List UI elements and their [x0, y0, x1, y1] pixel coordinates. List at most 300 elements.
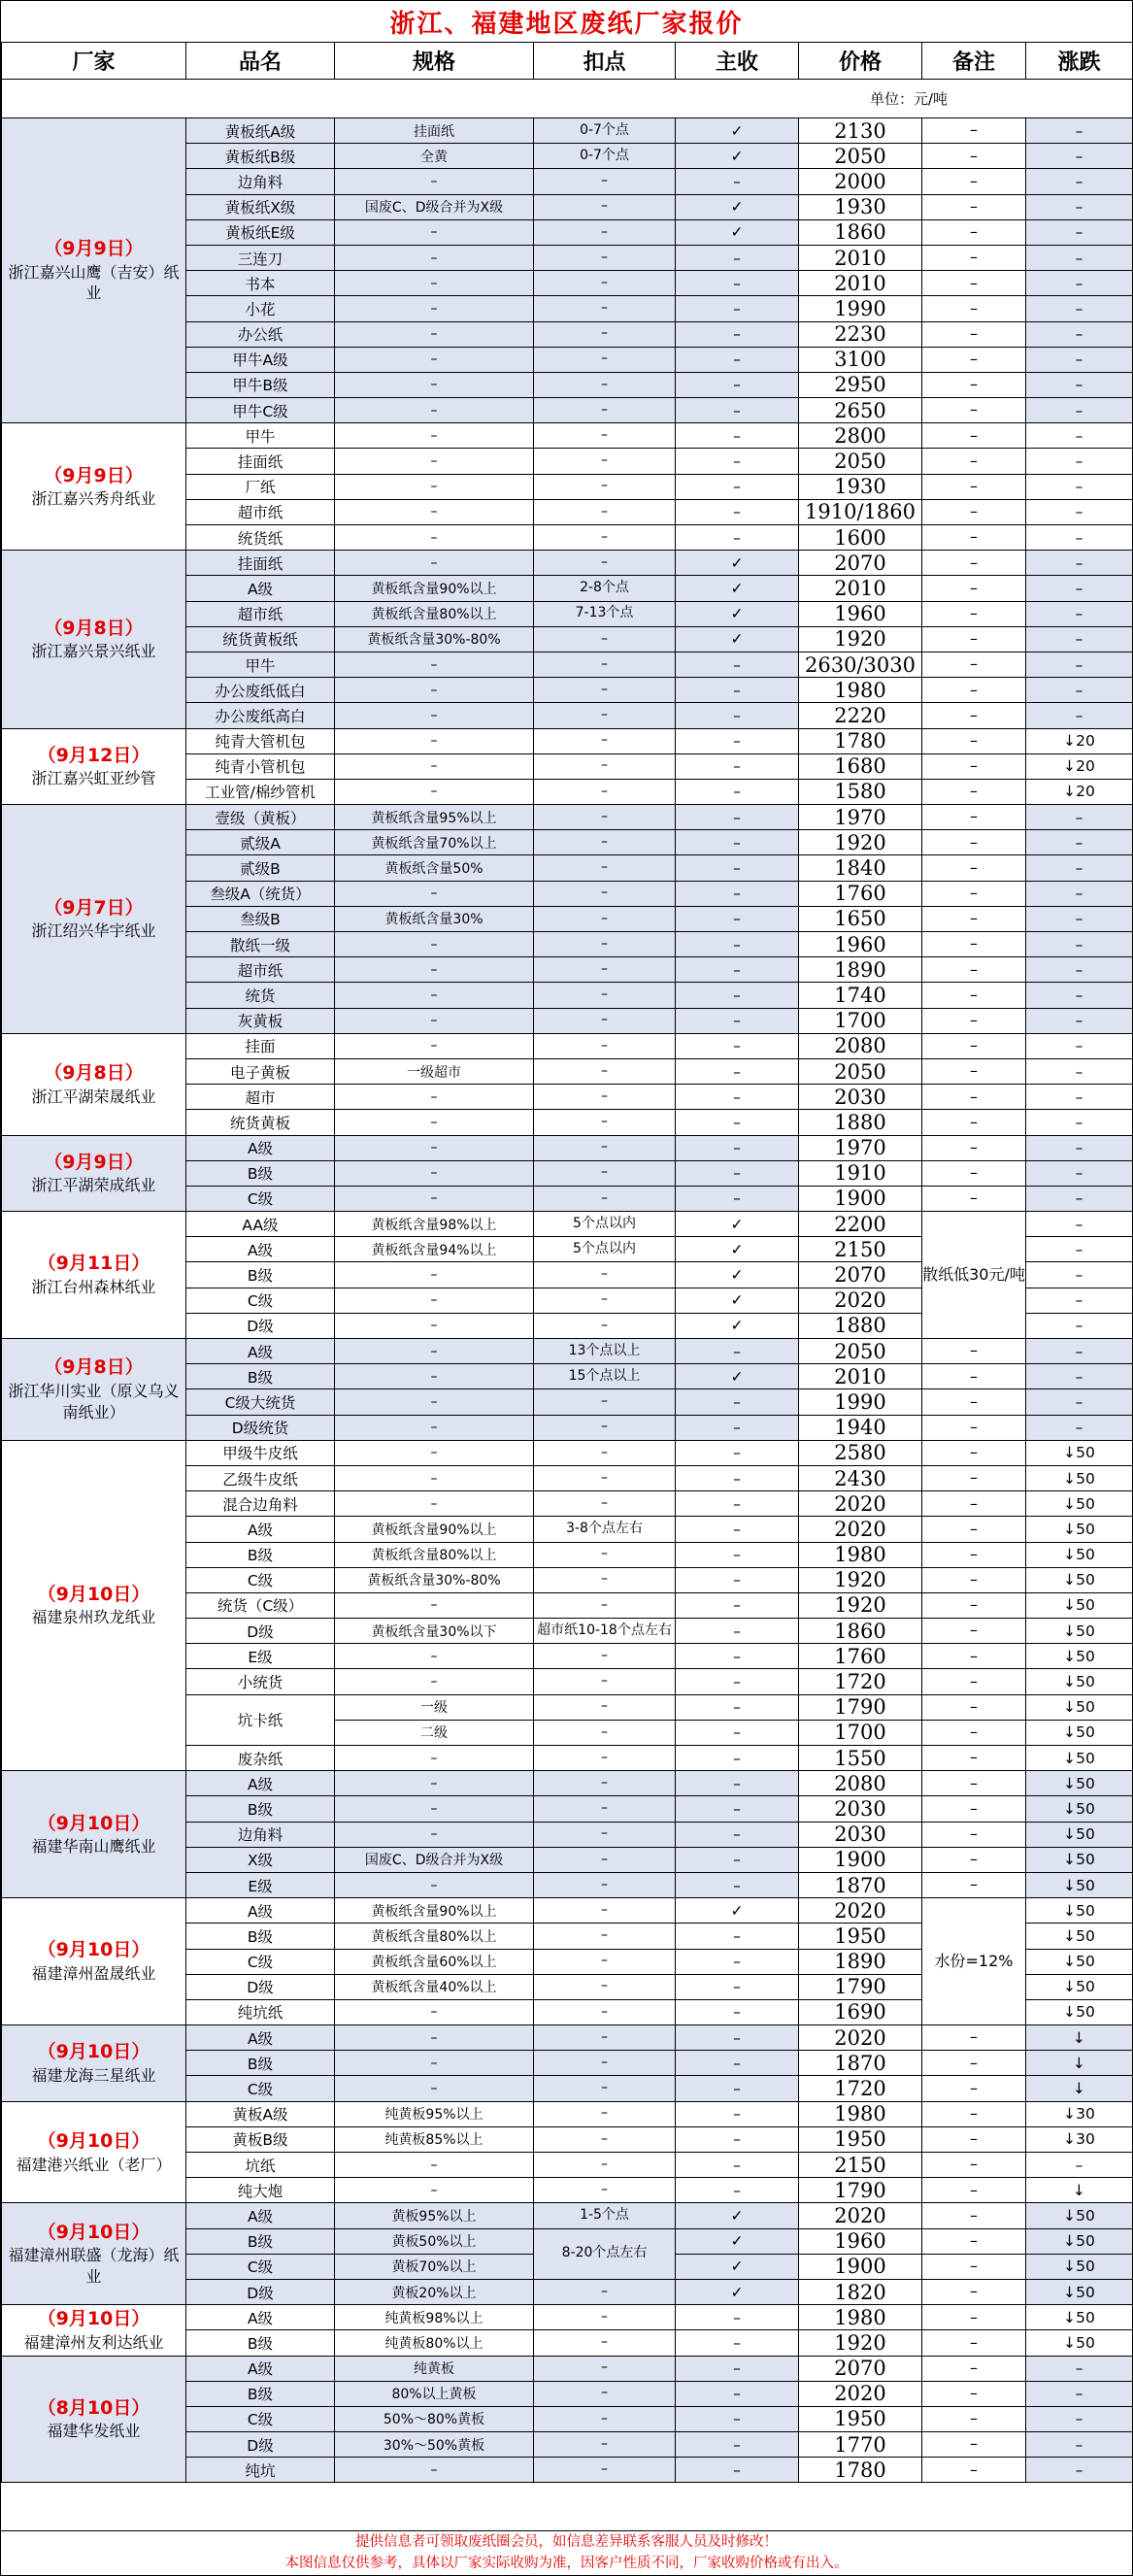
change-cell: ↓50 [1026, 2305, 1133, 2330]
spec-cell: 黄板纸含量98%以上 [335, 1212, 534, 1237]
main-mark-cell: – [676, 728, 799, 753]
change-cell: ↓30 [1026, 2101, 1133, 2126]
main-mark-cell: ✓ [676, 2203, 799, 2228]
deduction-cell: – [534, 1085, 676, 1110]
factory-cell [2, 1771, 186, 1898]
spec-cell: – [335, 1999, 534, 2024]
change-cell: – [1026, 1135, 1133, 1160]
factory-name: 浙江嘉兴山鹰（吉安）纸业 [8, 262, 180, 303]
header-deduction: 扣点 [534, 43, 676, 80]
main-mark-cell: – [676, 2432, 799, 2458]
deduction-cell: – [534, 779, 676, 804]
factory-date: （9月10日） [37, 2129, 150, 2152]
product-cell: A级 [186, 2203, 335, 2228]
spec-cell: – [335, 398, 534, 423]
product-cell: 超市纸 [186, 957, 335, 983]
spec-cell: – [335, 2153, 534, 2178]
remark-cell: – [922, 2101, 1026, 2126]
spec-cell: – [335, 449, 534, 474]
change-cell: – [1026, 219, 1133, 245]
price-cell: 1690 [799, 1999, 922, 2024]
main-mark-cell: – [676, 1389, 799, 1415]
spec-cell: 黄板纸含量94%以上 [335, 1237, 534, 1262]
product-cell: A级 [186, 1339, 335, 1364]
change-cell: ↓20 [1026, 779, 1133, 804]
price-cell: 1860 [799, 219, 922, 245]
change-cell: ↓50 [1026, 2254, 1133, 2279]
change-cell: ↓50 [1026, 1771, 1133, 1796]
spec-cell: – [335, 1135, 534, 1160]
remark-cell: – [922, 626, 1026, 652]
remark-cell: – [922, 398, 1026, 423]
product-cell: 边角料 [186, 1822, 335, 1847]
deduction-cell: – [534, 2178, 676, 2203]
price-cell: 1790 [799, 2178, 922, 2203]
table-row [2, 2356, 1133, 2381]
remark-cell: – [922, 1517, 1026, 1542]
main-mark-cell: – [676, 1033, 799, 1058]
main-mark-cell: ✓ [676, 576, 799, 601]
remark-cell: – [922, 449, 1026, 474]
price-cell: 2220 [799, 703, 922, 728]
main-mark-cell: – [676, 1592, 799, 1618]
main-mark-cell: – [676, 805, 799, 830]
factory-name: 浙江嘉兴虹亚纱管 [31, 769, 156, 788]
deduction-cell: – [534, 1440, 676, 1465]
product-cell: 叁级B [186, 906, 335, 931]
spec-cell: – [335, 1669, 534, 1694]
deduction-cell: – [534, 1033, 676, 1058]
product-cell: A级 [186, 2025, 335, 2051]
price-cell: 1960 [799, 2228, 922, 2254]
main-mark-cell: ✓ [676, 1288, 799, 1313]
main-mark-cell: – [676, 1465, 799, 1490]
factory-cell [2, 728, 186, 805]
price-cell: 2010 [799, 245, 922, 270]
price-cell: 1960 [799, 932, 922, 957]
product-cell: C级 [186, 2254, 335, 2279]
change-cell: ↓50 [1026, 2279, 1133, 2304]
product-cell: 办公废纸低白 [186, 678, 335, 703]
remark-cell: – [922, 1440, 1026, 1465]
price-cell: 1880 [799, 1313, 922, 1338]
remark-cell: – [922, 2126, 1026, 2152]
product-cell: 电子黄板 [186, 1058, 335, 1084]
product-cell: 乙级牛皮纸 [186, 1465, 335, 1490]
deduction-cell: – [534, 753, 676, 779]
factory-cell [2, 118, 186, 423]
deduction-cell: – [534, 219, 676, 245]
product-cell: 混合边角料 [186, 1491, 335, 1517]
price-cell: 1700 [799, 1008, 922, 1033]
change-cell: – [1026, 271, 1133, 296]
spec-cell: – [335, 1415, 534, 1440]
spec-cell: 黄板95%以上 [335, 2203, 534, 2228]
deduction-cell: – [534, 2458, 676, 2483]
factory-name: 福建漳州联盛（龙海）纸业 [8, 2246, 180, 2287]
deduction-cell: 8-20个点左右 [534, 2228, 676, 2279]
spec-cell: 国废C、D级合并为X级 [335, 1847, 534, 1872]
factory-date: （9月12日） [37, 744, 150, 766]
remark-cell: – [922, 423, 1026, 449]
change-cell: ↓50 [1026, 1720, 1133, 1745]
remark-cell: – [922, 219, 1026, 245]
spec-cell: 黄板纸含量95%以上 [335, 805, 534, 830]
price-cell: 1970 [799, 1135, 922, 1160]
remark-cell: – [922, 499, 1026, 524]
remark-cell: – [922, 932, 1026, 957]
product-cell: 甲牛B级 [186, 372, 335, 397]
product-cell: 坑纸 [186, 2153, 335, 2178]
product-cell: E级 [186, 1872, 335, 1897]
main-mark-cell: – [676, 2356, 799, 2381]
product-cell: C级 [186, 1567, 335, 1592]
spec-cell: – [335, 2051, 534, 2076]
product-cell: D级统货 [186, 1415, 335, 1440]
change-cell: ↓50 [1026, 1567, 1133, 1592]
change-cell: ↓20 [1026, 728, 1133, 753]
header-main: 主收 [676, 43, 799, 80]
price-cell: 2150 [799, 1237, 922, 1262]
table-row [2, 1440, 1133, 1465]
product-cell: A级 [186, 1898, 335, 1924]
spec-cell: – [335, 1288, 534, 1313]
factory-date: （9月10日） [37, 2308, 150, 2330]
main-mark-cell: – [676, 398, 799, 423]
change-cell: ↓50 [1026, 1694, 1133, 1720]
table-row [2, 1135, 1133, 1160]
deduction-cell: – [534, 855, 676, 881]
deduction-cell: – [534, 1160, 676, 1186]
main-mark-cell: ✓ [676, 1898, 799, 1924]
product-cell: 统货纸 [186, 525, 335, 551]
change-cell: – [1026, 398, 1133, 423]
spec-cell: – [335, 1491, 534, 1517]
price-cell: 1960 [799, 601, 922, 626]
main-mark-cell: – [676, 932, 799, 957]
main-mark-cell: – [676, 957, 799, 983]
main-mark-cell: ✓ [676, 1262, 799, 1288]
change-cell: – [1026, 1008, 1133, 1033]
main-mark-cell: – [676, 2406, 799, 2431]
product-cell: D级 [186, 2279, 335, 2304]
spec-cell: – [335, 1339, 534, 1364]
spec-cell: – [335, 2178, 534, 2203]
price-cell: 1930 [799, 474, 922, 499]
remark-cell: – [922, 1110, 1026, 1135]
deduction-cell: – [534, 1389, 676, 1415]
product-cell: B级 [186, 1796, 335, 1822]
product-cell: A级 [186, 576, 335, 601]
spec-cell: 黄板纸含量30%-80% [335, 1567, 534, 1592]
product-cell: B级 [186, 2381, 335, 2406]
price-cell: 2630/3030 [799, 652, 922, 677]
deduction-cell: 7-13个点 [534, 601, 676, 626]
price-cell: 1980 [799, 2101, 922, 2126]
product-cell: 甲级牛皮纸 [186, 1440, 335, 1465]
price-cell: 2020 [799, 2025, 922, 2051]
price-cell: 2020 [799, 1898, 922, 1924]
remark-cell: – [922, 1339, 1026, 1364]
main-mark-cell: – [676, 1339, 799, 1364]
price-cell: 2430 [799, 1465, 922, 1490]
main-mark-cell: – [676, 983, 799, 1008]
deduction-cell: – [534, 449, 676, 474]
price-cell: 1970 [799, 805, 922, 830]
product-cell: B级 [186, 1542, 335, 1567]
factory-cell [2, 1033, 186, 1135]
factory-name: 浙江嘉兴景兴纸业 [31, 642, 156, 661]
product-cell: 纯青小管机包 [186, 753, 335, 779]
remark-cell: – [922, 2051, 1026, 2076]
spec-cell: 50%～80%黄板 [335, 2406, 534, 2431]
deduction-cell: – [534, 1135, 676, 1160]
remark-cell: – [922, 1008, 1026, 1033]
remark-cell: – [922, 1491, 1026, 1517]
price-cell: 1910 [799, 1160, 922, 1186]
price-cell: 1780 [799, 728, 922, 753]
remark-cell: – [922, 1720, 1026, 1745]
spec-cell: – [335, 2025, 534, 2051]
footer-notice [1, 2530, 1132, 2576]
deduction-cell: – [534, 906, 676, 931]
factory-cell [2, 805, 186, 1034]
table-row [2, 118, 1133, 144]
spec-cell: 一级 [335, 1694, 534, 1720]
main-mark-cell: – [676, 1669, 799, 1694]
main-mark-cell: – [676, 1796, 799, 1822]
spec-cell: – [335, 779, 534, 804]
deduction-cell: – [534, 2381, 676, 2406]
factory-name: 浙江台州森林纸业 [31, 1278, 156, 1297]
remark-cell: – [922, 830, 1026, 855]
deduction-cell: – [534, 1924, 676, 1949]
main-mark-cell: – [676, 2051, 799, 2076]
deduction-cell: – [534, 296, 676, 321]
remark-cell: – [922, 779, 1026, 804]
change-cell: ↓ [1026, 2076, 1133, 2101]
deduction-cell: – [534, 881, 676, 906]
price-cell: 2070 [799, 1262, 922, 1288]
price-cell: 2230 [799, 321, 922, 347]
price-cell: 1950 [799, 2406, 922, 2431]
spec-cell: 黄板50%以上 [335, 2228, 534, 2254]
change-cell: ↓50 [1026, 1746, 1133, 1771]
main-mark-cell: – [676, 2153, 799, 2178]
factory-date: （9月9日） [44, 464, 144, 486]
main-mark-cell: – [676, 1058, 799, 1084]
change-cell: – [1026, 1237, 1133, 1262]
main-mark-cell: ✓ [676, 194, 799, 219]
deduction-cell: – [534, 957, 676, 983]
product-cell: 黄板纸B级 [186, 144, 335, 169]
price-cell: 1890 [799, 1949, 922, 1974]
deduction-cell: – [534, 1491, 676, 1517]
deduction-cell: – [534, 169, 676, 194]
change-cell: – [1026, 703, 1133, 728]
remark-cell: – [922, 2178, 1026, 2203]
deduction-cell: 2-8个点 [534, 576, 676, 601]
product-cell: 甲牛C级 [186, 398, 335, 423]
main-mark-cell: – [676, 2305, 799, 2330]
deduction-cell: – [534, 1974, 676, 1999]
factory-cell [2, 423, 186, 551]
main-mark-cell: – [676, 1924, 799, 1949]
change-cell: – [1026, 1212, 1133, 1237]
remark-cell: – [922, 753, 1026, 779]
unit-row [2, 80, 1133, 118]
price-cell: 1920 [799, 1592, 922, 1618]
product-cell: D级 [186, 1313, 335, 1338]
spec-cell: – [335, 1313, 534, 1338]
change-cell: ↓50 [1026, 1440, 1133, 1465]
remark-cell: – [922, 2153, 1026, 2178]
product-cell: 小统货 [186, 1669, 335, 1694]
main-mark-cell: – [676, 1872, 799, 1897]
spec-cell: 全黄 [335, 144, 534, 169]
price-cell: 1720 [799, 2076, 922, 2101]
price-cell: 1680 [799, 753, 922, 779]
spec-cell: – [335, 551, 534, 576]
product-cell: 挂面 [186, 1033, 335, 1058]
factory-cell [2, 2203, 186, 2305]
factory-name: 浙江华川实业（原义乌义南纸业） [8, 1382, 180, 1422]
change-cell: ↓ [1026, 2051, 1133, 2076]
deduction-cell: – [534, 652, 676, 677]
remark-cell: – [922, 1669, 1026, 1694]
spec-cell: – [335, 1110, 534, 1135]
spec-cell: – [335, 1771, 534, 1796]
product-cell: 边角料 [186, 169, 335, 194]
remark-cell: – [922, 144, 1026, 169]
spec-cell: 黄板纸含量30%-80% [335, 626, 534, 652]
change-cell: ↓50 [1026, 1847, 1133, 1872]
remark-cell: – [922, 2025, 1026, 2051]
spec-cell: 纯黄板 [335, 2356, 534, 2381]
change-cell: ↓50 [1026, 1999, 1133, 2024]
remark-cell: – [922, 2279, 1026, 2304]
change-cell: – [1026, 321, 1133, 347]
deduction-cell: – [534, 1720, 676, 1745]
spec-cell: 黄板纸含量70%以上 [335, 830, 534, 855]
price-cell: 2050 [799, 449, 922, 474]
deduction-cell: – [534, 1746, 676, 1771]
factory-date: （9月10日） [37, 2221, 150, 2243]
product-cell: 办公纸 [186, 321, 335, 347]
deduction-cell: – [534, 1669, 676, 1694]
deduction-cell: – [534, 525, 676, 551]
header-row [2, 43, 1133, 80]
change-cell: – [1026, 1160, 1133, 1186]
change-cell: ↓20 [1026, 753, 1133, 779]
remark-cell: – [922, 957, 1026, 983]
remark-cell: – [922, 347, 1026, 372]
main-mark-cell: ✓ [676, 2228, 799, 2254]
spec-cell: – [335, 1796, 534, 1822]
main-mark-cell: – [676, 703, 799, 728]
main-mark-cell: ✓ [676, 2279, 799, 2304]
product-cell: 纯坑纸 [186, 1999, 335, 2024]
remark-cell: – [922, 245, 1026, 270]
price-cell: 2010 [799, 576, 922, 601]
product-cell: C级 [186, 2076, 335, 2101]
change-cell: ↓50 [1026, 1542, 1133, 1567]
deduction-cell: – [534, 245, 676, 270]
header-factory: 厂家 [2, 43, 186, 80]
table-row [2, 551, 1133, 576]
spec-cell: – [335, 219, 534, 245]
factory-date: （9月10日） [37, 1939, 150, 1961]
factory-cell [2, 1212, 186, 1339]
main-mark-cell: – [676, 1644, 799, 1669]
product-cell: 超市纸 [186, 499, 335, 524]
factory-date: （9月9日） [44, 238, 144, 260]
spec-cell: 黄板纸含量80%以上 [335, 1924, 534, 1949]
main-mark-cell: – [676, 779, 799, 804]
main-mark-cell: – [676, 499, 799, 524]
product-cell: 壹级（黄板） [186, 805, 335, 830]
factory-cell [2, 2101, 186, 2203]
remark-cell: – [922, 372, 1026, 397]
main-mark-cell: – [676, 271, 799, 296]
change-cell: – [1026, 626, 1133, 652]
product-cell: 黄板B级 [186, 2126, 335, 2152]
product-cell: D级 [186, 1974, 335, 1999]
deduction-cell: 13个点以上 [534, 1339, 676, 1364]
change-cell: ↓50 [1026, 2330, 1133, 2356]
product-cell: 统货（C级） [186, 1592, 335, 1618]
deduction-cell: – [534, 1415, 676, 1440]
header-price: 价格 [799, 43, 922, 80]
price-cell: 2020 [799, 2381, 922, 2406]
spec-cell: 挂面纸 [335, 118, 534, 144]
change-cell: ↓50 [1026, 2228, 1133, 2254]
remark-cell: – [922, 652, 1026, 677]
factory-name: 福建漳州盈晟纸业 [31, 1964, 156, 1984]
main-mark-cell: – [676, 881, 799, 906]
factory-name: 福建港兴纸业（老厂） [16, 2155, 172, 2174]
product-cell: C级 [186, 2406, 335, 2431]
deduction-cell: – [534, 398, 676, 423]
remark-cell: – [922, 703, 1026, 728]
main-mark-cell: – [676, 296, 799, 321]
spec-cell: – [335, 1186, 534, 1211]
factory-date: （9月9日） [44, 1151, 144, 1173]
factory-date: （9月10日） [37, 1812, 150, 1834]
change-cell: – [1026, 1033, 1133, 1058]
factory-cell [2, 1135, 186, 1212]
price-cell: 2200 [799, 1212, 922, 1237]
price-cell: 1550 [799, 1746, 922, 1771]
spec-cell: – [335, 652, 534, 677]
change-cell: – [1026, 1339, 1133, 1364]
price-cell: 1950 [799, 2126, 922, 2152]
product-cell: 叁级A（统货） [186, 881, 335, 906]
price-cell: 1920 [799, 626, 922, 652]
remark-cell: – [922, 678, 1026, 703]
deduction-cell: – [534, 271, 676, 296]
price-cell: 1760 [799, 1644, 922, 1669]
main-mark-cell: ✓ [676, 1212, 799, 1237]
product-cell: B级 [186, 1160, 335, 1186]
main-mark-cell: – [676, 1008, 799, 1033]
main-mark-cell: – [676, 855, 799, 881]
spec-cell: – [335, 296, 534, 321]
main-mark-cell: – [676, 652, 799, 677]
product-cell: 纯坑 [186, 2458, 335, 2483]
factory-date: （9月10日） [37, 2041, 150, 2063]
deduction-cell: – [534, 423, 676, 449]
